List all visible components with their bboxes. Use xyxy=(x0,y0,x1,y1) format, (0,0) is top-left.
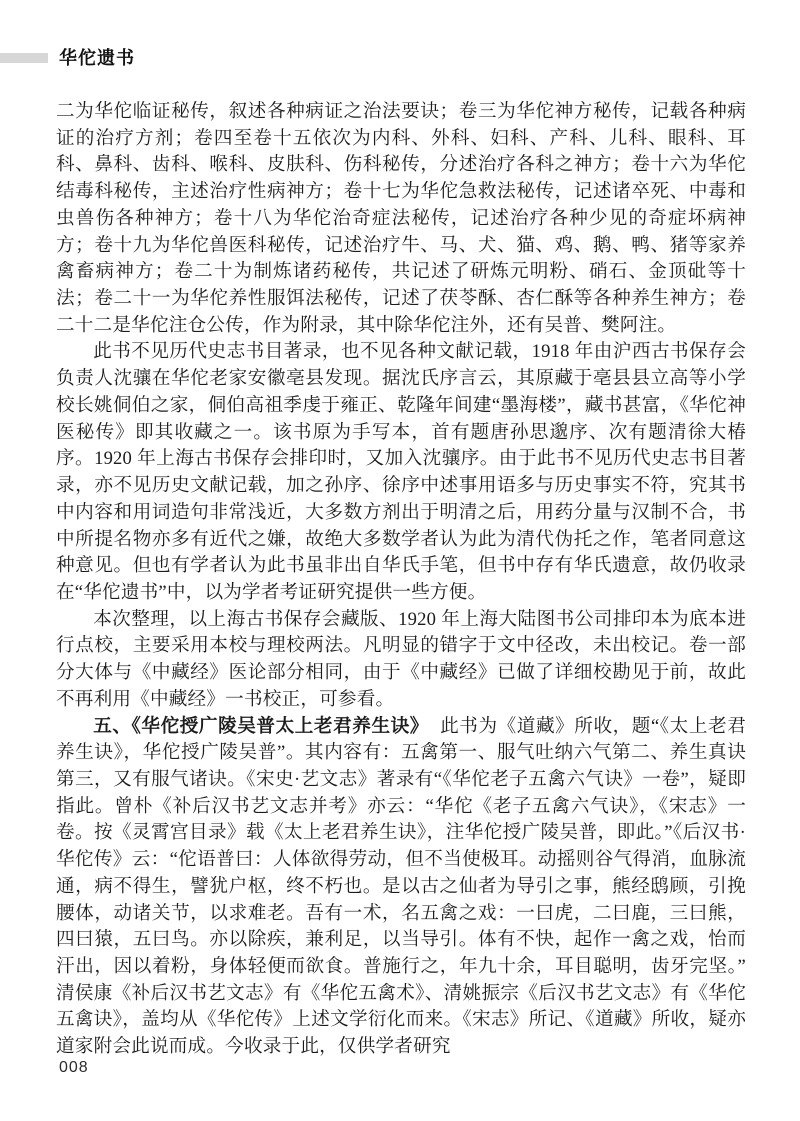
paragraph-text: 二为华佗临证秘传，叙述各种病证之治法要诀；卷三为华佗神方秘传，记载各种病证的治疗方剂；卷四至卷十五依次为内科、外科、妇科、产科、儿科、眼科、耳科、鼻科、齿科、喉科、皮肤科、伤科秘传，分述治疗各科之神方；卷十六为华佗结毒科秘传，主述治疗性病神方；卷十七为华佗急救法秘传，记述诸卒死、中毒和虫兽伤各种神方；卷十八为华佗治奇症法秘传，记述治疗各种少见的奇症坏病神方；卷十九为华佗兽医科秘传，记述治疗牛、马、犬、猫、鸡、鹅、鸭、猪等家养禽畜病神方；卷二十为制炼诸药秘传，共记述了研炼元明粉、硝石、金顶砒等十法；卷二十一为华佗养性服饵法秘传，记述了茯苓酥、杏仁酥等各种养生神方；卷二十二是华佗注仓公传，作为附录，其中除华佗注外，还有吴普、樊阿注。 xyxy=(56,101,746,336)
body-paragraph-3 xyxy=(56,607,746,714)
section-heading-lead: 五、《华佗授广陵吴普太上老君养生诀》 xyxy=(93,715,429,737)
paragraph-text: 本次整理，以上海古书保存会藏版、1920 年上海大陆图书公司排印本为底本进行点校，主要采用本校与理校两法。凡明显的错字于文中径改，未出校记。卷一部分大体与《中藏经》医论部分相同，由于《中藏经》已做了详细校勘见于前，故此不再利用《中藏经》一书校正，可参看。 xyxy=(56,608,746,710)
body-paragraph-4 xyxy=(56,714,746,1061)
running-header xyxy=(0,46,800,72)
body-text-block xyxy=(56,99,746,1061)
body-paragraph-1 xyxy=(56,99,746,339)
body-paragraph-2 xyxy=(56,339,746,606)
page-number: 008 xyxy=(59,1059,89,1076)
paragraph-text: 此书不见历代史志书目著录，也不见各种文献记载，1918 年由沪西古书保存会负责人沈骧在华佗老家安徽亳县发现。据沈氏序言云，其原藏于亳县县立高等小学校长姚侗伯之家，侗伯高祖季虔于雍正、乾隆年间建“墨海楼”，藏书甚富，《华佗神医秘传》即其收藏之一。该书原为手写本，首有题唐孙思邈序、次有题清徐大椿序。1920 年上海古书保存会排印时，又加入沈骧序。由于此书不见历代史志书目著录，亦不见历史文献记载，加之孙序、徐序中述事用语多与历史事实不符，究其书中内容和用词造句非常浅近，大多数方剂出于明清之后，用药分量与汉制不合，书中所提名物亦多有近代之嫌，故绝大多数学者认为此为清代伪托之作，笔者同意这种意见。但也有学者认为此书虽非出自华氏手笔，但书中存有华氏遗意，故仍收录在“华佗遗书”中，以为学者考证研究提供一些方便。 xyxy=(56,341,746,603)
paragraph-text: 此书为《道藏》所收，题“《太上老君养生诀》，华佗授广陵吴普”。其内容有：五禽第一、服气吐纳六气第二、养生真诀第三，又有服气诸诀。《宋史·艺文志》著录有“《华佗老子五禽六气诀》一卷”，疑即指此。曾朴《补后汉书艺文志并考》亦云：“华佗《老子五禽六气诀》，《宋志》一卷。按《灵霄宫目录》载《太上老君养生诀》，注华佗授广陵吴普，即此。”《后汉书·华佗传》云：“佗语普曰：人体欲得劳动，但不当使极耳。动摇则谷气得消，血脉流通，病不得生，譬犹户枢，终不朽也。是以古之仙者为导引之事，熊经鸱顾，引挽腰体，动诸关节，以求难老。吾有一术，名五禽之戏：一曰虎，二曰鹿，三曰熊，四曰猿，五曰鸟。亦以除疾，兼利足，以当导引。体有不快，起作一禽之戏，怡而汗出，因以着粉，身体轻便而欲食。普施行之，年九十余，耳目聪明，齿牙完坚。”清侯康《补后汉书艺文志》有《华佗五禽术》、清姚振宗《后汉书艺文志》有《华佗五禽诀》，盖均从《华佗传》上述文学衍化而来。《宋志》所记、《道藏》所收，疑亦道家附会此说而成。今收录于此，仅供学者研究 xyxy=(56,715,746,1058)
running-header-title: 华佗遗书 xyxy=(59,48,135,68)
header-decoration-bar xyxy=(0,53,48,63)
